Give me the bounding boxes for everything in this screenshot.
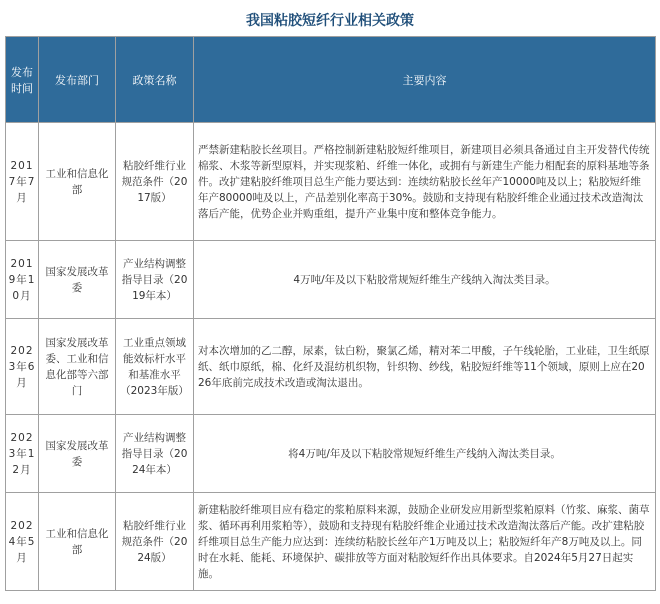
header-date: 发布时间 xyxy=(6,37,39,123)
table-row xyxy=(6,241,656,319)
cell-date: 2023年6月 xyxy=(6,319,39,415)
cell-content: 严禁新建粘胶长丝项目。严格控制新建粘胶短纤维项目，新建项目必须具备通过自主开发替代传统棉浆、木浆等新型原料，并实现浆粕、纤维一体化，或拥有与新建生产能力相配套的原料基地等条件。改扩建粘胶纤维项目总生产能力要达到：连续纺粘胶长丝年产10000吨及以上；粘胶短纤维年产80000吨及以上，产品差别化率高于30%。鼓励和支持现有粘胶纤维企业通过技术改造淘汰落后产能，优势企业并购重组，提升产业集中度和整体竞争能力。 xyxy=(194,123,656,241)
header-policy: 政策名称 xyxy=(116,37,194,123)
cell-date: 2017年7月 xyxy=(6,123,39,241)
cell-dept: 国家发展改革委 xyxy=(39,415,116,493)
cell-policy: 产业结构调整指导目录（2019年本） xyxy=(116,241,194,319)
cell-policy: 粘胶纤维行业规范条件（2017版） xyxy=(116,123,194,241)
table-header-row xyxy=(6,37,656,123)
page-title: 我国粘胶短纤行业相关政策 xyxy=(246,13,414,29)
cell-content: 新建粘胶纤维项目应有稳定的浆粕原料来源，鼓励企业研发应用新型浆粕原料（竹浆、麻浆、菌草浆、循环再利用浆粕等），鼓励和支持现有粘胶纤维企业通过技术改造淘汰落后产能。改扩建粘胶纤维项目总生产能力应达到：连续纺粘胶长丝年产1万吨及以上；粘胶短纤年产8万吨及以上。同时在水耗、能耗、环境保护、碳排放等方面对粘胶短纤作出具体要求。自2024年5月27日起实施。 xyxy=(194,493,656,591)
table-row xyxy=(6,493,656,591)
policy-table xyxy=(5,36,656,591)
table-row xyxy=(6,123,656,241)
header-dept: 发布部门 xyxy=(39,37,116,123)
header-content: 主要内容 xyxy=(194,37,656,123)
cell-content: 4万吨/年及以下粘胶常规短纤维生产线纳入淘汰类目录。 xyxy=(194,241,656,319)
cell-policy: 产业结构调整指导目录（2024年本） xyxy=(116,415,194,493)
cell-policy: 粘胶纤维行业规范条件（2024版） xyxy=(116,493,194,591)
cell-date: 2023年12月 xyxy=(6,415,39,493)
cell-content: 将4万吨/年及以下粘胶常规短纤维生产线纳入淘汰类目录。 xyxy=(194,415,656,493)
cell-date: 2019年10月 xyxy=(6,241,39,319)
cell-dept: 工业和信息化部 xyxy=(39,493,116,591)
cell-dept: 工业和信息化部 xyxy=(39,123,116,241)
cell-content: 对本次增加的乙二醇，尿素，钛白粉，聚氯乙烯，精对苯二甲酸，子午线轮胎，工业硅，卫生纸原纸、纸巾原纸，棉、化纤及混纺机织物，针织物、纱线，粘胶短纤维等11个领域，原则上应在2026年底前完成技术改造或淘汰退出。 xyxy=(194,319,656,415)
cell-dept: 国家发展改革委、工业和信息化部等六部门 xyxy=(39,319,116,415)
cell-date: 2024年5月 xyxy=(6,493,39,591)
table-row xyxy=(6,415,656,493)
table-row xyxy=(6,319,656,415)
cell-dept: 国家发展改革委 xyxy=(39,241,116,319)
cell-policy: 工业重点领域能效标杆水平和基准水平（2023年版） xyxy=(116,319,194,415)
